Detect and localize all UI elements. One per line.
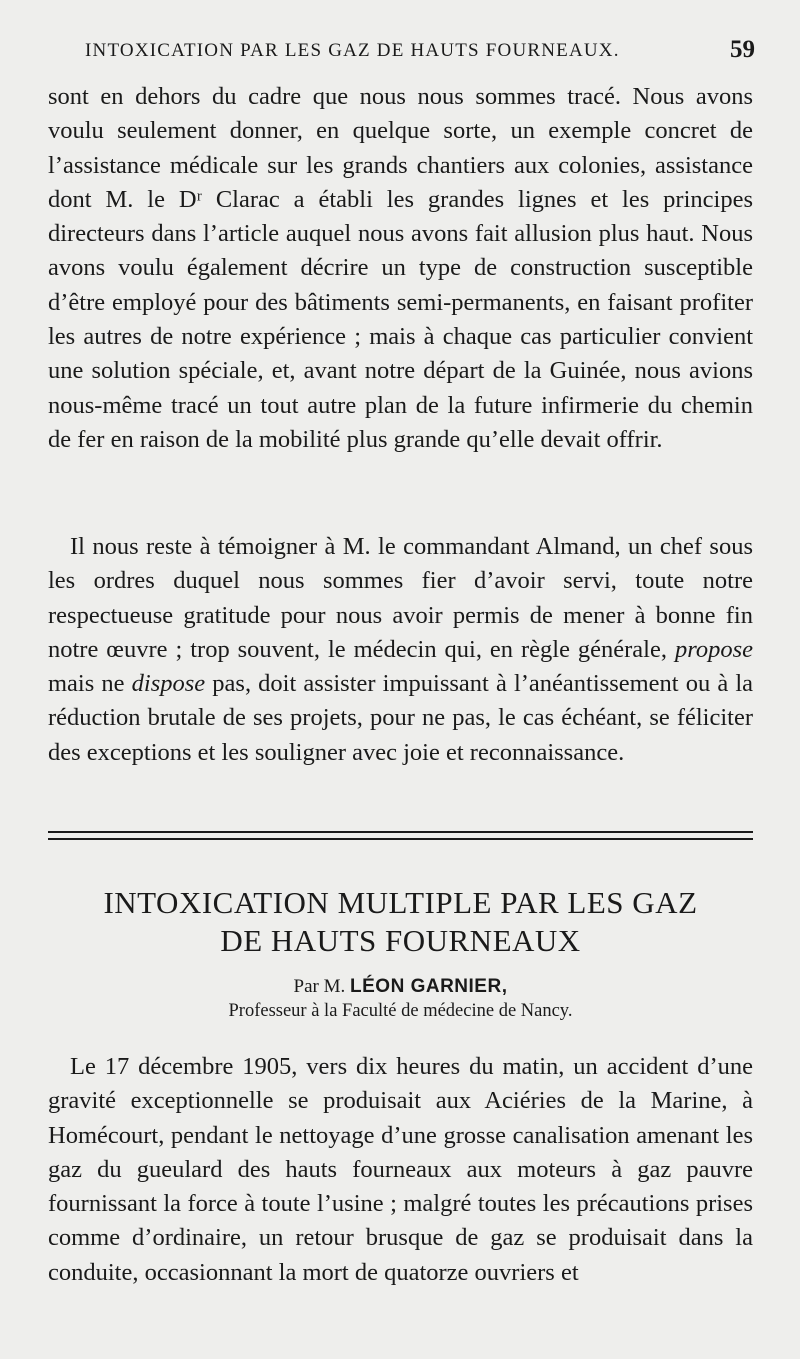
- article-title: [48, 884, 753, 960]
- emphasis-propose: propose: [674, 635, 753, 663]
- author-name: LÉON GARNIER,: [350, 976, 508, 997]
- article-first-paragraph: Le 17 décembre 1905, vers dix heures du matin, un accident d’une gravité exceptionnelle se produisait aux Aciéries de la Marine, à Homécourt, pendant le nettoyage d’une grosse canalisation amenant les gaz du gueulard des hauts fourneaux aux moteurs à gaz pauvre fournissant la force à toute l’usine ; malgré toutes les précautions prises comme d’ordinaire, un retour brusque de gaz se produisait dans la conduite, occasionnant la mort de quatorze ouvriers et: [48, 1053, 753, 1286]
- paragraph-text: mais ne: [48, 670, 125, 698]
- article-byline: [48, 976, 753, 998]
- author-affiliation: Professeur à la Faculté de médecine de Nancy.: [228, 1001, 573, 1021]
- paragraph-acknowledgement: [48, 530, 753, 770]
- section-divider-top: [48, 831, 753, 833]
- running-head-title: INTOXICATION PAR LES GAZ DE HAUTS FOURNEAUX.: [85, 40, 620, 61]
- running-head: [85, 36, 755, 63]
- paragraph-continued: sont en dehors du cadre que nous nous sommes tracé. Nous avons voulu seulement donner, en quelque sorte, un exemple concret de l’assistance médicale sur les grands chantiers aux colonies, assistance dont M. le Dʳ Clarac a établi les grandes lignes et les principes directeurs dans l’article auquel nous avons fait allusion plus haut. Nous avons voulu également décrire un type de construction susceptible d’être employé pour des bâtiments semi-permanents, en faisant profiter les autres de notre expérience ; mais à chaque cas particulier convient une solution spéciale, et, avant notre départ de la Guinée, nous avions nous-même tracé un tout autre plan de la future infirmerie du chemin de fer en raison de la mobilité plus grande qu’elle devait offrir.: [48, 83, 753, 453]
- paragraph-text: pas, doit assister impuissant à l’anéantissement ou à la réduction brutale de ses projets, pour ne pas, le cas échéant, se féliciter des exceptions et les souligner avec joie et reconnaissance.: [48, 670, 754, 766]
- emphasis-dispose: dispose: [131, 670, 206, 698]
- section-divider-bottom: [48, 838, 753, 840]
- page-number: 59: [730, 36, 755, 63]
- paragraph-text: Il nous reste à témoigner à M. le commandant Almand, un chef sous les ordres duquel nous sommes fier d’avoir servi, toute notre respectueuse gratitude pour nous avoir permis de mener à bonne fin notre œuvre ; trop souvent, le médecin qui, en règle générale,: [48, 533, 753, 663]
- article-title-line-2: DE HAUTS FOURNEAUX: [220, 923, 581, 958]
- byline-prefix: Par M.: [293, 976, 346, 997]
- article-title-line-1: INTOXICATION MULTIPLE PAR LES GAZ: [103, 885, 698, 920]
